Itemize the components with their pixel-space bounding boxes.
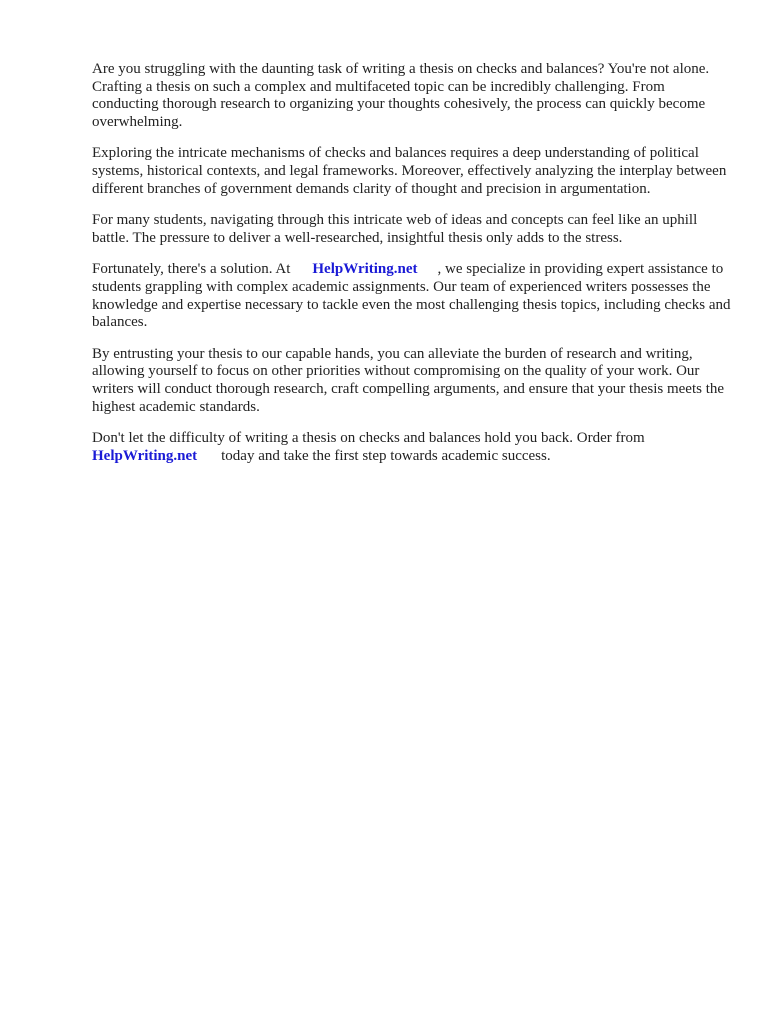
paragraph-mechanisms: Exploring the intricate mechanisms of checks and balances requires a deep understanding of political systems, historical contexts, and legal frameworks. Moreover, effectively analyzing the interplay between different branches of government demands clarity of thought and precision in argumentation. (92, 145, 727, 197)
paragraph-solution (92, 261, 732, 331)
paragraph-intro: Are you struggling with the daunting task of writing a thesis on checks and balances? You're not alone. Crafting a thesis on such a complex and multifaceted topic can be incredibly challenging. From conducting thorough research to organizing your thoughts cohesively, the process can quickly become overwhelming. (92, 61, 710, 130)
solution-text-before: Fortunately, there's a solution. At (92, 261, 291, 278)
paragraph-entrust: By entrusting your thesis to our capable hands, you can alleviate the burden of research and writing, allowing yourself to focus on other priorities without compromising on the quality of your work. Our writers will conduct thorough research, craft compelling arguments, and ensure that your thesis meets the highest academic standards. (92, 345, 725, 415)
helpwriting-link-closing[interactable]: HelpWriting.net (92, 447, 198, 464)
paragraph-closing (92, 430, 732, 465)
solution-text-after: , we specialize in providing expert assistance to students grappling with complex academic assignments. Our team of experienced writers possesses the knowledge and expertise necessary to tackle even the most challenging thesis topics, including checks and balances. (92, 261, 731, 331)
paragraph-students: For many students, navigating through this intricate web of ideas and concepts can feel like an uphill battle. The pressure to deliver a well-researched, insightful thesis only adds to the stress. (92, 212, 698, 246)
closing-text-after: today and take the first step towards academic success. (221, 447, 551, 464)
document-body (92, 61, 732, 479)
closing-text-before: Don't let the difficulty of writing a thesis on checks and balances hold you back. Order from (92, 430, 645, 447)
helpwriting-link[interactable]: HelpWriting.net (312, 261, 418, 278)
